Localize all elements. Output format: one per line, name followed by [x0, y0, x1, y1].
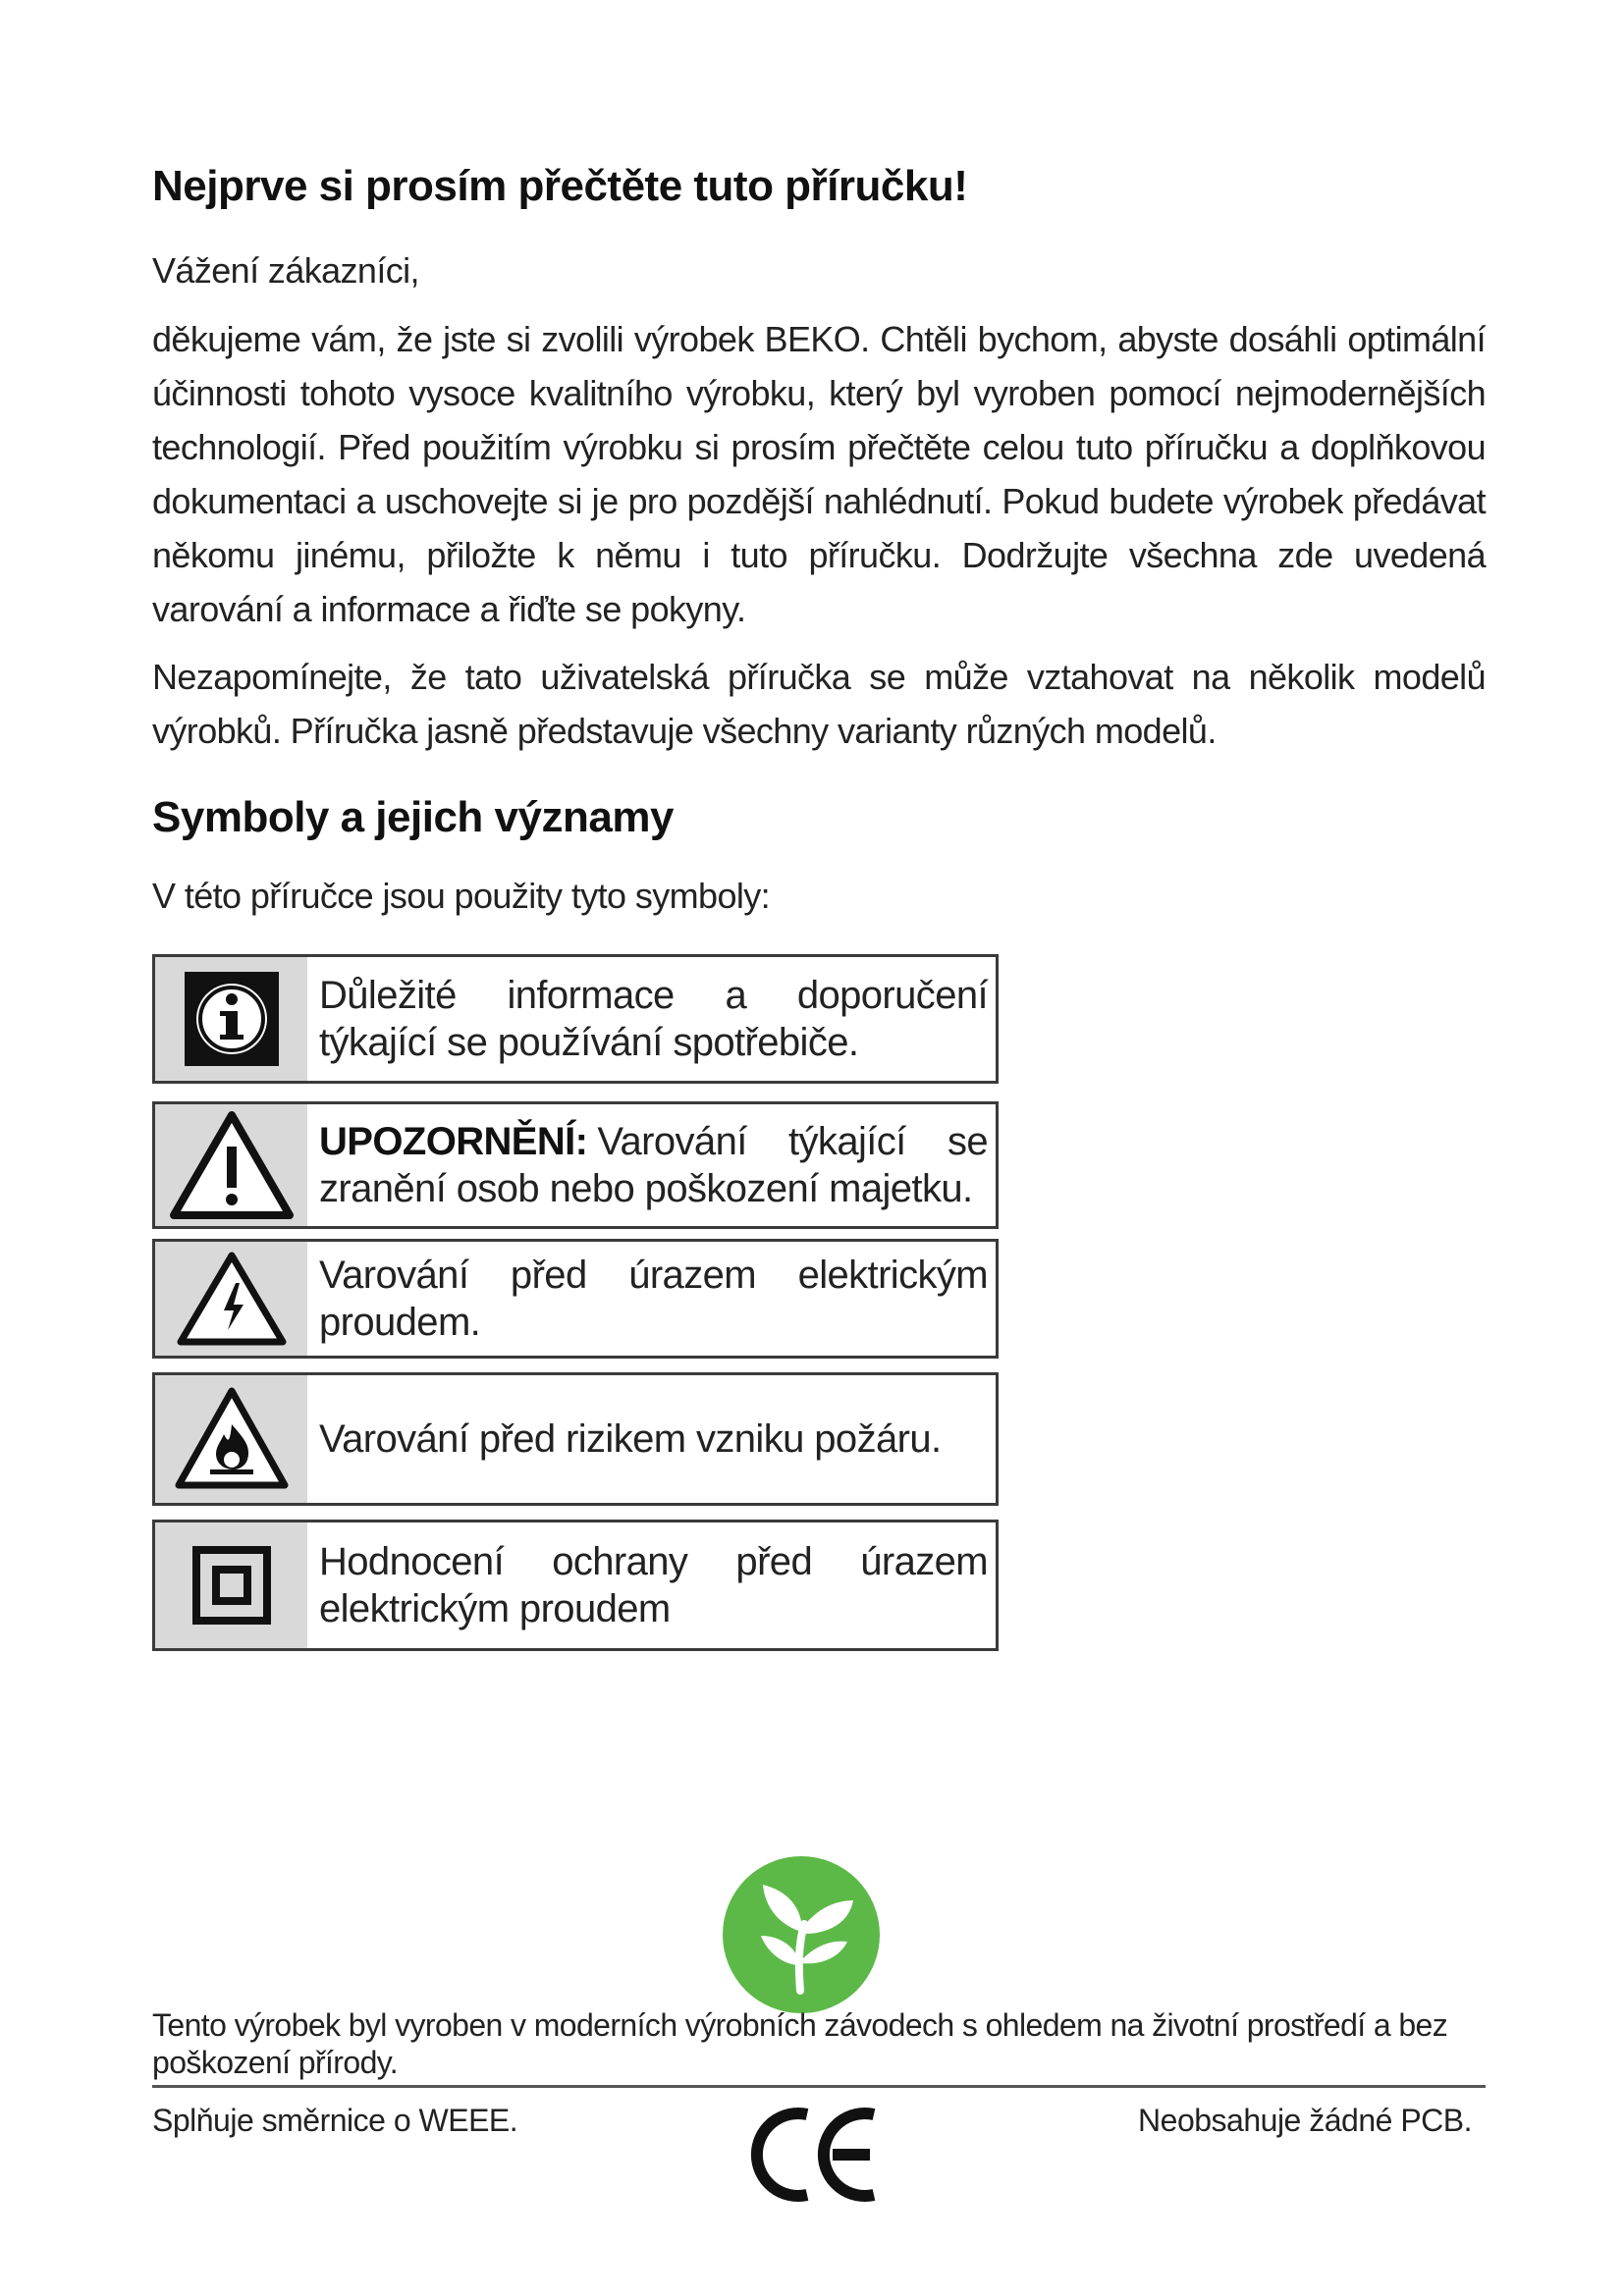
- greeting: Vážení zákazníci,: [152, 250, 419, 291]
- ce-mark-icon: [746, 2101, 884, 2209]
- double-insulation-icon: [155, 1522, 307, 1648]
- warning-label: UPOZORNĚNÍ:: [319, 1120, 588, 1163]
- electric-shock-icon: [155, 1242, 307, 1356]
- pcb-note: Neobsahuje žádné PCB.: [1138, 2103, 1472, 2138]
- fire-icon: [155, 1375, 307, 1503]
- symbol-text: UPOZORNĚNÍ: Varování týkající se zranění osob nebo poškození majetku.: [319, 1120, 988, 1210]
- footer-divider: [152, 2085, 1486, 2088]
- info-icon: [155, 957, 307, 1081]
- symbols-heading: Symboly a jejich významy: [152, 793, 674, 841]
- symbols-intro: V této příručce jsou použity tyto symboly:: [152, 876, 771, 916]
- symbol-text: Hodnocení ochrany před úrazem elektrickým proudem: [319, 1540, 988, 1630]
- symbol-text: Důležité informace a doporučení týkající se používání spotřebiče.: [319, 974, 988, 1064]
- page-title: Nejprve si prosím přečtěte tuto příručku!: [152, 162, 968, 210]
- models-note: Nezapomínejte, že tato uživatelská příručka se může vztahovat na několik modelů výrobků. Příručka jasně představuje všechny varianty různých modelů.: [152, 657, 1486, 751]
- symbol-row-electric: [152, 1239, 999, 1359]
- weee-note: Splňuje směrnice o WEEE.: [152, 2103, 518, 2138]
- symbol-row-info: [152, 954, 999, 1084]
- symbol-row-insulation: [152, 1520, 999, 1651]
- intro-paragraph: děkujeme vám, že jste si zvolili výrobek BEKO. Chtěli bychom, abyste dosáhli optimální účinnosti tohoto vysoce kvalitního výrobku, který byl vyroben pomocí nejmodernějších technologií. Před použitím výrobku si prosím přečtěte celou tuto příručku a doplňkovou dokumentaci a uschovejte si je pro pozdější nahlédnutí. Pokud budete výrobek předávat někomu jinému, přiložte k němu i tuto příručku. Dodržujte všechna zde uvedená varování a informace a řiďte se pokyny.: [152, 319, 1486, 629]
- symbol-row-warning: [152, 1101, 999, 1229]
- symbol-text: Varování před rizikem vzniku požáru.: [319, 1417, 942, 1461]
- eco-leaf-icon: [722, 1855, 881, 2014]
- symbol-row-fire: [152, 1372, 999, 1506]
- warning-icon: [155, 1104, 307, 1226]
- eco-statement: Tento výrobek byl vyroben v moderních výrobních závodech s ohledem na životní prostředí a bez poškození přírody.: [152, 2007, 1448, 2080]
- symbol-text: Varování před úrazem elektrickým proudem.: [319, 1254, 988, 1344]
